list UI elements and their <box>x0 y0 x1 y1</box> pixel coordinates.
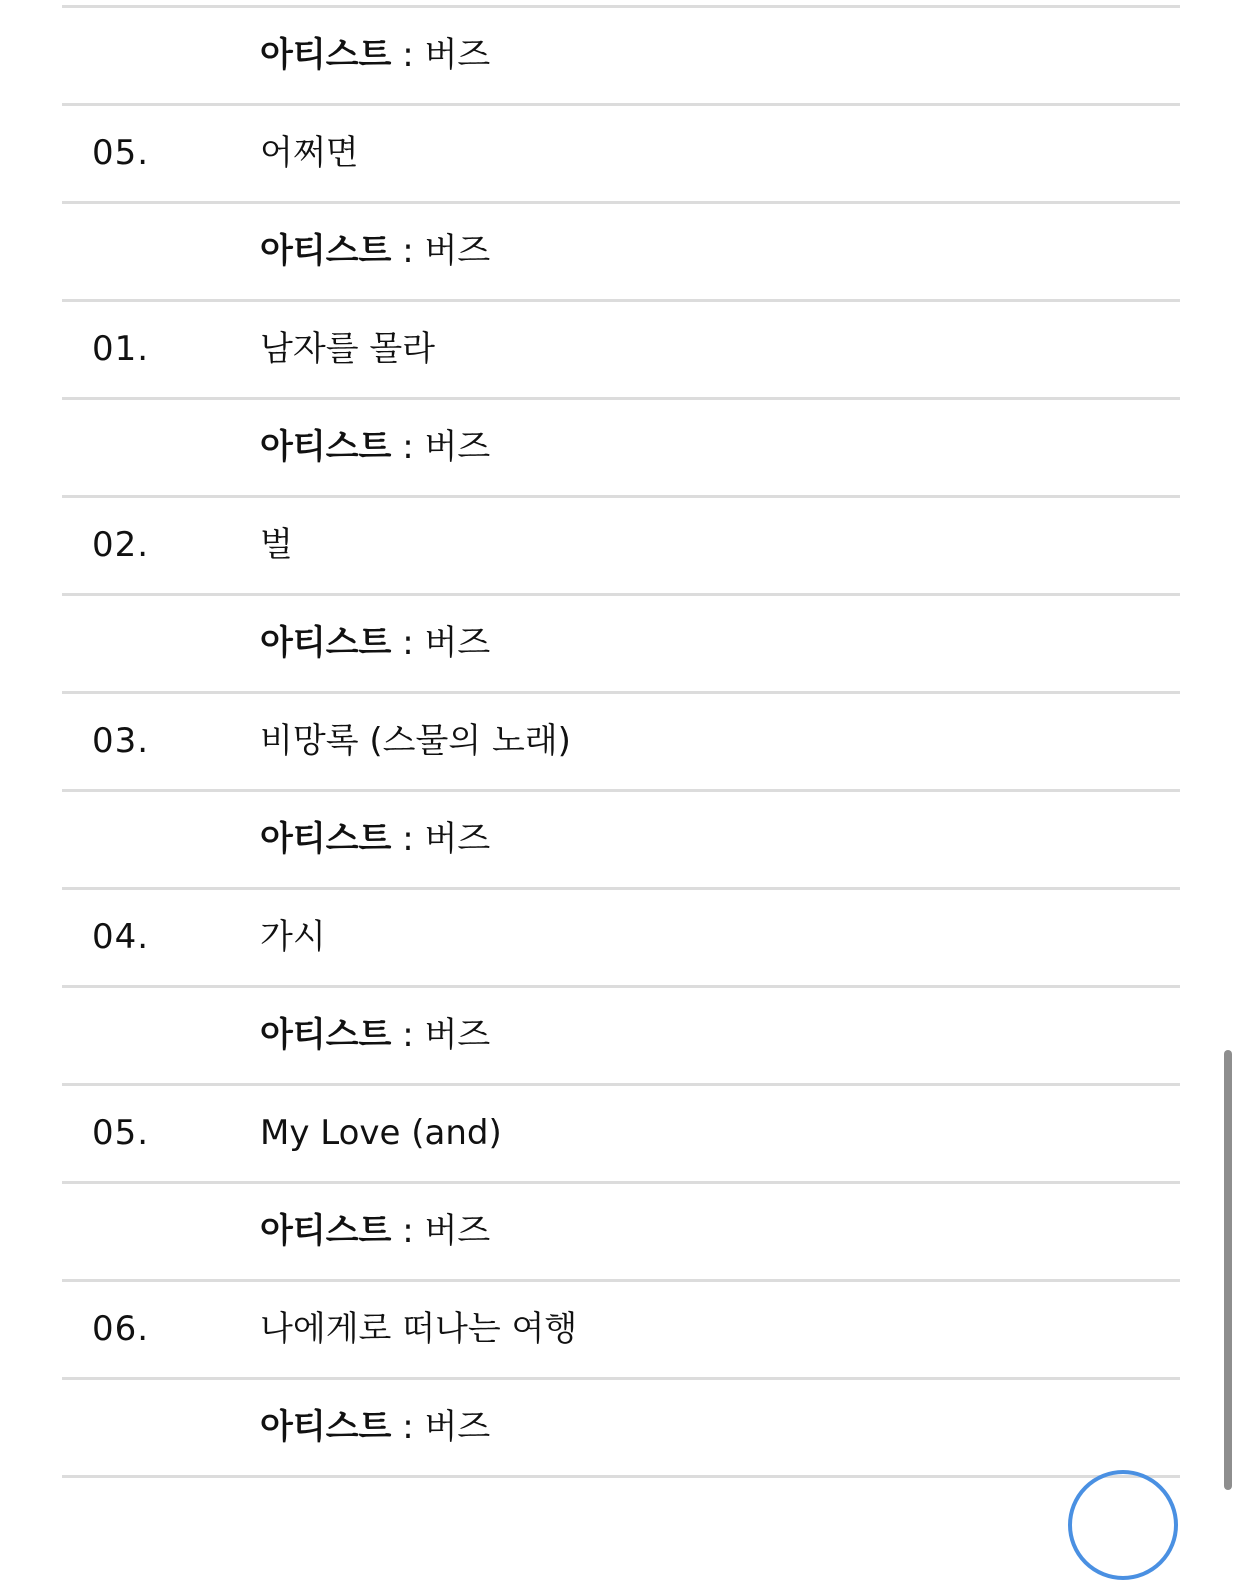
track-title[interactable]: 가시 <box>260 917 326 957</box>
artist-cell <box>260 596 490 691</box>
track-title[interactable]: 어쩌면 <box>260 133 359 173</box>
track-row[interactable] <box>62 890 1180 988</box>
track-row[interactable] <box>62 694 1180 792</box>
track-title[interactable]: My Love (and) <box>260 1113 502 1153</box>
track-number: 01. <box>92 329 150 369</box>
artist-separator: : <box>391 1407 425 1447</box>
artist-separator: : <box>391 1015 425 1055</box>
artist-label: 아티스트 <box>260 819 392 859</box>
artist-cell <box>260 8 490 103</box>
artist-cell <box>260 1184 490 1279</box>
artist-separator: : <box>391 231 425 271</box>
artist-row <box>62 1380 1180 1478</box>
artist-name: 버즈 <box>424 35 491 75</box>
artist-separator: : <box>391 1211 425 1251</box>
artist-label: 아티스트 <box>260 231 392 271</box>
artist-cell <box>260 988 490 1083</box>
artist-separator: : <box>391 427 425 467</box>
artist-cell <box>260 400 490 495</box>
artist-separator: : <box>391 819 425 859</box>
track-number: 03. <box>92 721 150 761</box>
artist-name: 버즈 <box>424 1211 491 1251</box>
artist-row <box>62 400 1180 498</box>
artist-row <box>62 792 1180 890</box>
track-title[interactable]: 남자를 몰라 <box>260 329 436 369</box>
artist-separator: : <box>391 623 425 663</box>
track-number: 04. <box>92 917 150 957</box>
artist-name: 버즈 <box>424 1407 491 1447</box>
track-number: 02. <box>92 525 150 565</box>
artist-name: 버즈 <box>424 623 491 663</box>
artist-label: 아티스트 <box>260 1407 392 1447</box>
artist-name: 버즈 <box>424 819 491 859</box>
track-row[interactable] <box>62 106 1180 204</box>
artist-cell <box>260 1380 490 1475</box>
artist-cell <box>260 792 490 887</box>
track-row[interactable] <box>62 1282 1180 1380</box>
track-row[interactable] <box>62 1086 1180 1184</box>
artist-row <box>62 5 1180 106</box>
track-title[interactable]: 비망록 (스물의 노래) <box>260 721 571 761</box>
track-row[interactable] <box>62 498 1180 596</box>
track-title[interactable]: 나에게로 떠나는 여행 <box>260 1309 578 1349</box>
track-number: 06. <box>92 1309 150 1349</box>
scrollbar-thumb[interactable] <box>1224 1050 1232 1490</box>
artist-label: 아티스트 <box>260 35 392 75</box>
artist-row <box>62 596 1180 694</box>
track-number: 05. <box>92 133 150 173</box>
artist-name: 버즈 <box>424 231 491 271</box>
artist-name: 버즈 <box>424 1015 491 1055</box>
artist-label: 아티스트 <box>260 427 392 467</box>
floating-action-button[interactable] <box>1068 1470 1178 1580</box>
track-row[interactable] <box>62 302 1180 400</box>
artist-separator: : <box>391 35 425 75</box>
artist-row <box>62 988 1180 1086</box>
artist-name: 버즈 <box>424 427 491 467</box>
artist-row <box>62 1184 1180 1282</box>
artist-cell <box>260 204 490 299</box>
track-title[interactable]: 벌 <box>260 525 293 565</box>
track-number: 05. <box>92 1113 150 1153</box>
artist-label: 아티스트 <box>260 1015 392 1055</box>
artist-row <box>62 204 1180 302</box>
track-list <box>62 0 1180 1478</box>
artist-label: 아티스트 <box>260 1211 392 1251</box>
artist-label: 아티스트 <box>260 623 392 663</box>
